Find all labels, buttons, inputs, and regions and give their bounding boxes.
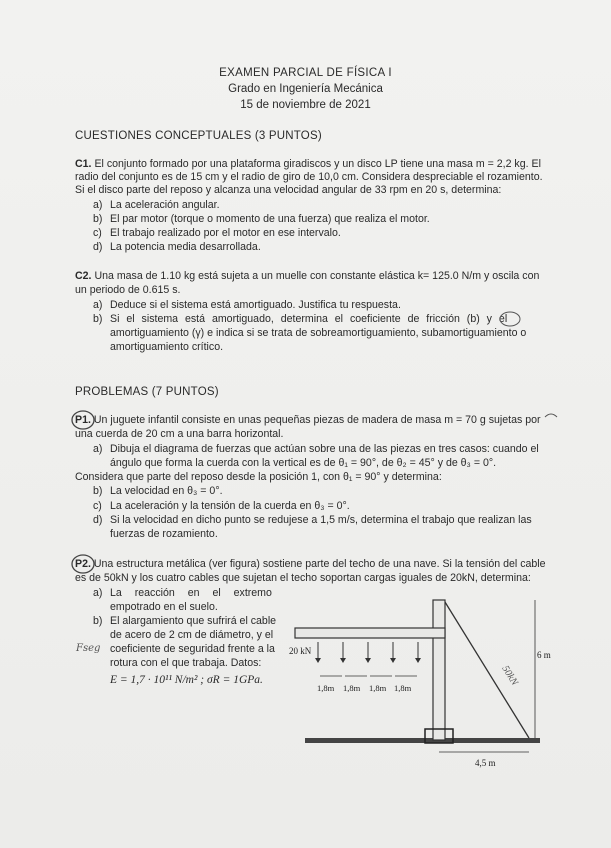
section-heading-cuestiones: CUESTIONES CONCEPTUALES (3 PUNTOS) bbox=[75, 130, 322, 142]
p1-label: P1. bbox=[75, 414, 91, 426]
p1-item-d: d) Si la velocidad en dicho punto se redujese a 1,5 m/s, determina el trabajo que realizan las bbox=[93, 514, 532, 526]
c2-item-b-line3: amortiguamiento crítico. bbox=[110, 341, 224, 353]
spacing-label-1: 1,8m bbox=[317, 683, 335, 693]
structure-figure bbox=[285, 590, 560, 775]
c1-item-c: c) El trabajo realizado por el motor en ese intervalo. bbox=[93, 227, 341, 239]
load-arrow-head bbox=[365, 658, 371, 663]
c2-label: C2. bbox=[75, 270, 92, 282]
p1-mid: Considera que parte del reposo desde la posición 1, con θ₁ = 90° y determina: bbox=[75, 471, 442, 483]
section-heading-problemas: PROBLEMAS (7 PUNTOS) bbox=[75, 386, 219, 398]
pen-circle-p1 bbox=[72, 411, 94, 429]
p2-formula: E = 1,7 · 10¹¹ N/m² ; σR = 1GPa. bbox=[110, 674, 263, 686]
margin-note-fseg: Fseg bbox=[76, 643, 101, 654]
spacing-label-4: 1,8m bbox=[394, 683, 412, 693]
c1-line3: Si el disco parte del reposo y alcanza una velocidad angular de 33 rpm en 20 s, determina: bbox=[75, 184, 502, 196]
c1-label: C1. bbox=[75, 158, 92, 170]
load-arrow-head bbox=[340, 658, 346, 663]
load-label: 20 kN bbox=[289, 646, 312, 656]
spacing-label-3: 1,8m bbox=[369, 683, 387, 693]
p1-item-a: a) Dibuja el diagrama de fuerzas que actúan sobre una de las piezas en tres casos: cuando el bbox=[93, 443, 539, 455]
p1-item-b: b) La velocidad en θ₃ = 0°. bbox=[93, 485, 223, 497]
p2-item-b-line2: de acero de 2 cm de diámetro, y el bbox=[110, 629, 274, 641]
column bbox=[433, 600, 445, 740]
cable-note: 50kN bbox=[499, 663, 520, 688]
p1-item-d-line2: fuerzas de rozamiento. bbox=[110, 528, 218, 540]
c2-line2: un periodo de 0.615 s. bbox=[75, 284, 181, 296]
p2-item-b: b) El alargamiento que sufrirá el cable bbox=[93, 615, 277, 627]
p1-item-a-line2: ángulo que forma la cuerda con la vertical es de θ₁ = 90°, de θ₂ = 45° y de θ₃ = 0°. bbox=[110, 457, 497, 469]
exam-date: 15 de noviembre de 2021 bbox=[240, 99, 371, 111]
c2-item-b-line2: amortiguamiento (γ) e indica si se trata de sobreamortiguamiento, subamortiguamiento o bbox=[110, 327, 527, 339]
c1-item-a: a) La aceleración angular. bbox=[93, 199, 220, 211]
c1-item-b: b) El par motor (torque o momento de una fuerza) que realiza el motor. bbox=[93, 213, 430, 225]
spacing-label-2: 1,8m bbox=[343, 683, 361, 693]
p1-line2: una cuerda de 20 cm a una barra horizontal. bbox=[75, 428, 284, 440]
pen-mark-mass bbox=[545, 414, 557, 417]
exam-degree: Grado en Ingeniería Mecánica bbox=[228, 83, 383, 95]
pen-circle-p2 bbox=[72, 555, 94, 573]
c1-line2: radio del conjunto es de 15 cm y el radio de giro de 10,0 cm. Considera despreciable el rozamiento. bbox=[75, 171, 543, 183]
cable bbox=[445, 602, 529, 738]
p1-line1: P1. Un juguete infantil consiste en unas pequeñas piezas de madera de masa m = 70 g sujetas por bbox=[75, 414, 541, 426]
load-arrow-head bbox=[390, 658, 396, 663]
c2-item-b: b) Si el sistema está amortiguado, determina el coeficiente de fricción (b) y el bbox=[93, 313, 508, 325]
p2-item-b-line4: rotura con el que trabaja. Datos: bbox=[110, 657, 262, 669]
load-arrow-head bbox=[415, 658, 421, 663]
p2-item-b-line3: coeficiente de seguridad frente a la bbox=[110, 643, 275, 655]
p2-line1: P2. Una estructura metálica (ver figura) sostiene parte del techo de una nave. Si la tensión del cable bbox=[75, 558, 546, 570]
p2-label: P2. bbox=[75, 558, 91, 570]
load-arrow-head bbox=[315, 658, 321, 663]
beam bbox=[295, 628, 445, 638]
p2-item-a-line2: empotrado en el suelo. bbox=[110, 601, 218, 613]
p2-item-a: a) La reacción en el extremo bbox=[93, 587, 272, 599]
c1-item-d: d) La potencia media desarrollada. bbox=[93, 241, 261, 253]
p2-line2: es de 50kN y los cuatro cables que sujetan el techo soportan cargas iguales de 20kN, determina: bbox=[75, 572, 531, 584]
pen-circle-b bbox=[500, 312, 520, 326]
height-label: 6 m bbox=[537, 650, 551, 660]
c2-item-a: a) Deduce si el sistema está amortiguado. Justifica tu respuesta. bbox=[93, 299, 401, 311]
base-label: 4,5 m bbox=[475, 758, 496, 768]
ground bbox=[305, 738, 540, 743]
c2-line1: C2. Una masa de 1.10 kg está sujeta a un muelle con constante elástica k= 125.0 N/m y oscila con bbox=[75, 270, 540, 282]
p1-item-c: c) La aceleración y la tensión de la cuerda en θ₃ = 0°. bbox=[93, 500, 350, 512]
exam-title: EXAMEN PARCIAL DE FÍSICA I bbox=[219, 67, 392, 79]
c1-line1: C1. El conjunto formado por una plataforma giradiscos y un disco LP tiene una masa m = 2,2 kg. El bbox=[75, 158, 541, 170]
